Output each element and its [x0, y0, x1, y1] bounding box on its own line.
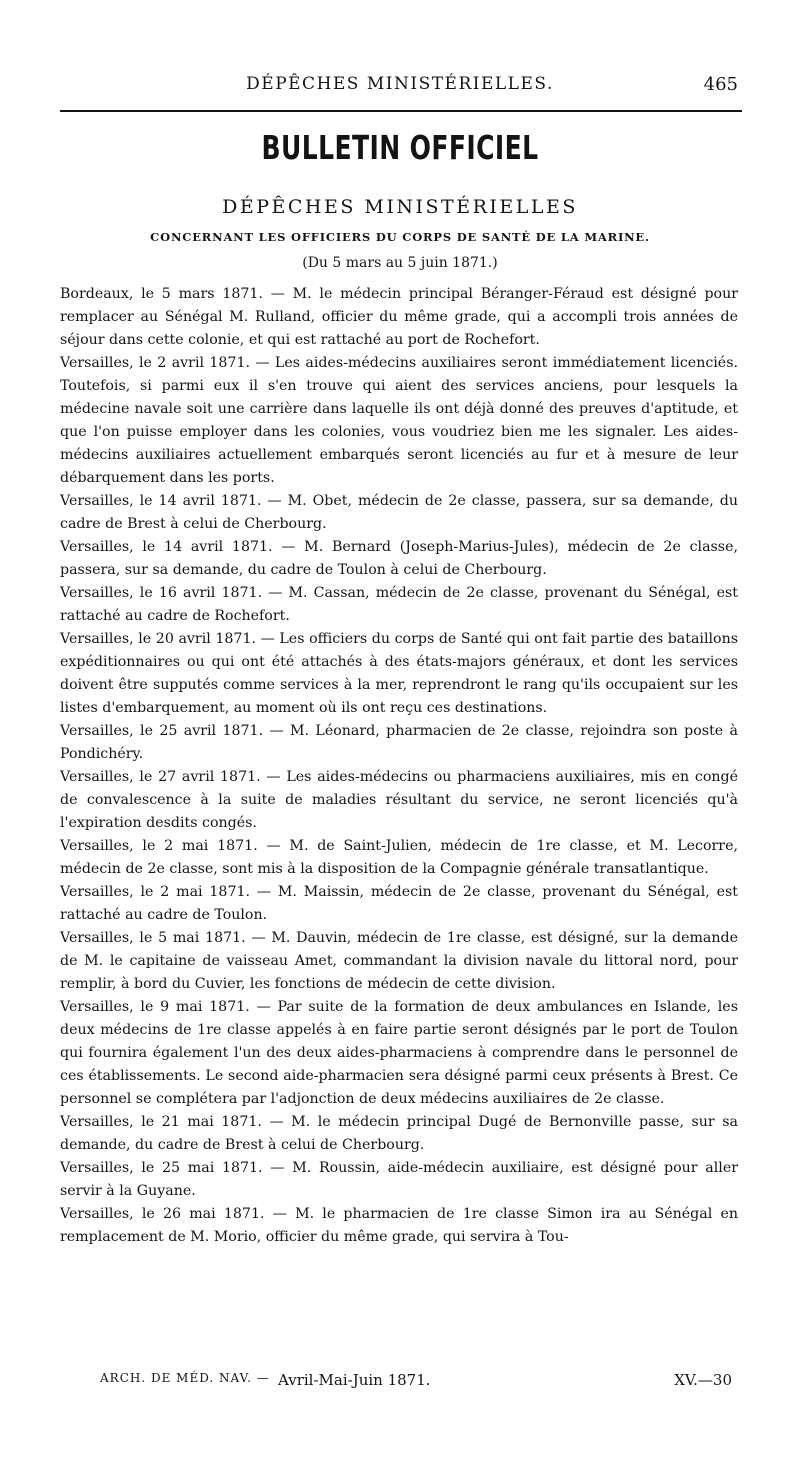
- dispatch-entry: Versailles, le 14 avril 1871. — M. Bernard (Joseph-Marius-Jules), médecin de 2e classe, passera, sur sa demande, du cadre de Toulon à celui de Cherbourg.: [60, 539, 738, 578]
- dispatch-entry: Versailles, le 27 avril 1871. — Les aides-médecins ou pharmaciens auxiliaires, mis en congé de convalescence à la suite de maladies résultant du service, ne seront licenciés qu'à l'expiration desdits congés.: [60, 769, 738, 831]
- footer-journal: ARCH. DE MÉD. NAV. —: [100, 1371, 270, 1385]
- dispatch-entry: Bordeaux, le 5 mars 1871. — M. le médecin principal Béranger-Féraud est désigné pour remplacer au Sénégal M. Rulland, officier du même grade, qui a accompli trois années de séjour dans cette colonie, et qui est rattaché au port de Rochefort.: [60, 286, 738, 348]
- date-range: (Du 5 mars au 5 juin 1871.): [302, 255, 498, 271]
- dispatch-list: [60, 283, 738, 1249]
- dispatch-entry: Versailles, le 9 mai 1871. — Par suite de la formation de deux ambulances en Islande, les deux médecins de 1re classe appelés à en faire partie seront désignés par le port de Toulon qui fournira également l'un des deux aides-pharmaciens à comprendre dans le personnel de ces établissements. Le second aide-pharmacien sera désigné parmi ceux présents à Brest. Ce personnel se complétera par l'adjonction de deux médecins auxiliaires de 2e classe.: [60, 999, 738, 1107]
- dispatch-entry: Versailles, le 14 avril 1871. — M. Obet, médecin de 2e classe, passera, sur sa demande, du cadre de Brest à celui de Cherbourg.: [60, 493, 738, 532]
- running-head: [60, 74, 740, 102]
- dispatch-entry: Versailles, le 26 mai 1871. — M. le pharmacien de 1re classe Simon ira au Sénégal en remplacement de M. Morio, officier du même grade, qui servira à Tou-: [60, 1206, 738, 1245]
- section-title: DÉPÊCHES MINISTÉRIELLES: [222, 196, 578, 218]
- dispatch-entry: Versailles, le 2 avril 1871. — Les aides-médecins auxiliaires seront immédiatement licenciés. Toutefois, si parmi eux il s'en trouve qui aient des services anciens, pour lesquels la médecine navale soit une carrière dans laquelle ils ont déjà donné des preuves d'aptitude, et que l'on puisse employer dans les colonies, vous voudriez bien me les signaler. Les aides-médecins auxiliaires actuellement embarqués seront licenciés au fur et à mesure de leur débarquement dans les ports.: [60, 355, 738, 486]
- page-number: 465: [703, 74, 738, 95]
- section-subtitle: CONCERNANT LES OFFICIERS DU CORPS DE SANTÉ DE LA MARINE.: [150, 230, 650, 244]
- dispatch-entry: Versailles, le 5 mai 1871. — M. Dauvin, médecin de 1re classe, est désigné, sur la demande de M. le capitaine de vaisseau Amet, commandant la division navale du littoral nord, pour remplir, à bord du Cuvier, les fonctions de médecin de cette division.: [60, 930, 738, 992]
- dispatch-entry: Versailles, le 21 mai 1871. — M. le médecin principal Dugé de Bernonville passe, sur sa demande, du cadre de Brest à celui de Cherbourg.: [60, 1114, 738, 1153]
- dispatch-entry: Versailles, le 2 mai 1871. — M. de Saint-Julien, médecin de 1re classe, et M. Lecorre, médecin de 2e classe, sont mis à la disposition de la Compagnie générale transatlantique.: [60, 838, 738, 877]
- dispatch-entry: Versailles, le 20 avril 1871. — Les officiers du corps de Santé qui ont fait partie des bataillons expéditionnaires ou qui ont été attachés à des états-majors généraux, et dont les services doivent être supputés comme services à la mer, reprendront le rang qu'ils occupaient sur les listes d'embarquement, au moment où ils ont reçu ces destinations.: [60, 631, 738, 716]
- footer-date: Avril-Mai-Juin 1871.: [278, 1371, 431, 1389]
- page-footer: [100, 1371, 732, 1397]
- dispatch-entry: Versailles, le 25 mai 1871. — M. Roussin, aide-médecin auxiliaire, est désigné pour aller servir à la Guyane.: [60, 1160, 738, 1199]
- dispatch-entry: Versailles, le 16 avril 1871. — M. Cassan, médecin de 2e classe, provenant du Sénégal, est rattaché au cadre de Rochefort.: [60, 585, 738, 624]
- bulletin-title: BULLETIN OFFICIEL: [261, 128, 539, 167]
- dispatch-entry: Versailles, le 25 avril 1871. — M. Léonard, pharmacien de 2e classe, rejoindra son poste à Pondichéry.: [60, 723, 738, 762]
- dispatch-entry: Versailles, le 2 mai 1871. — M. Maissin, médecin de 2e classe, provenant du Sénégal, est rattaché au cadre de Toulon.: [60, 884, 738, 923]
- header-rule: [60, 110, 742, 112]
- running-title: DÉPÊCHES MINISTÉRIELLES.: [246, 74, 554, 94]
- footer-signature: XV.—30: [674, 1371, 732, 1389]
